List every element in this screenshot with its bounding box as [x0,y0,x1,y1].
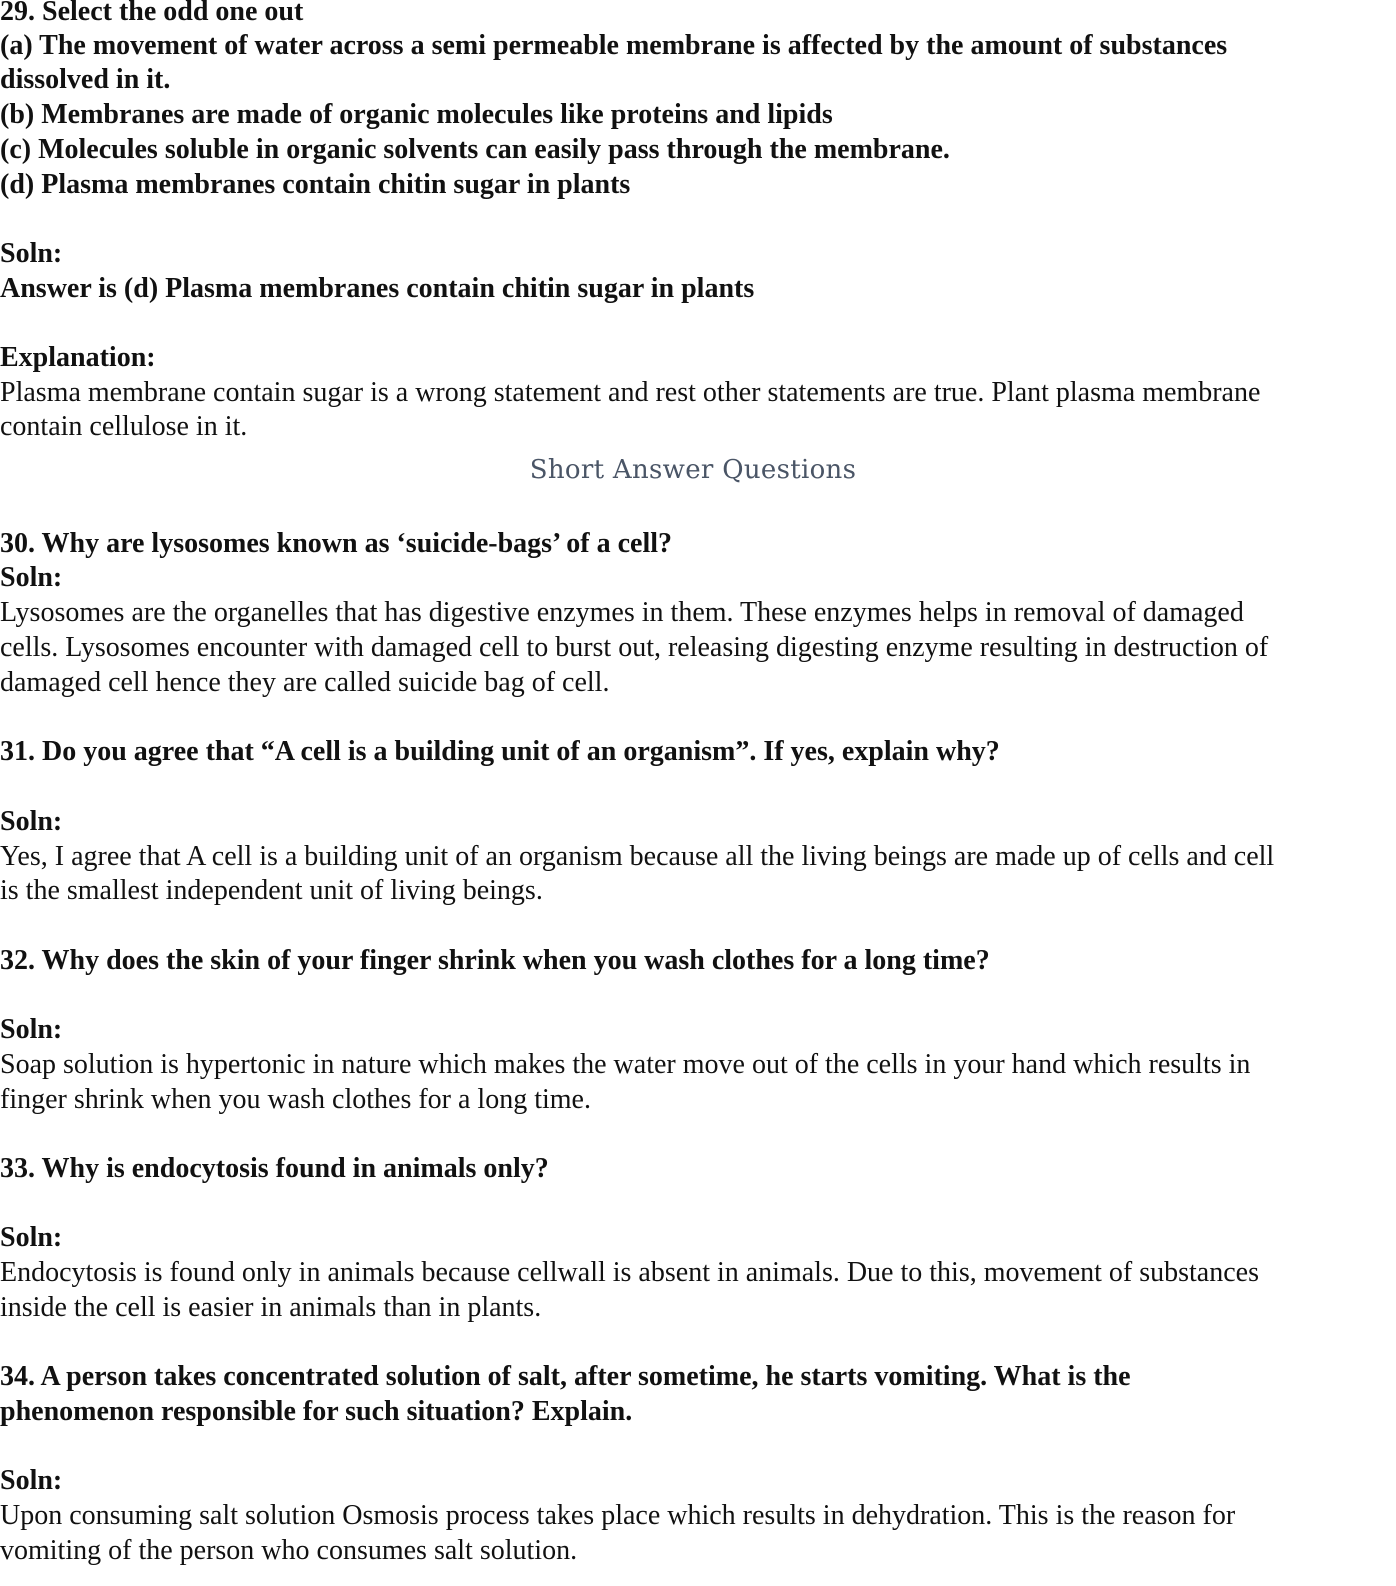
explanation-label: Explanation: [0,342,156,373]
option-c: (c) Molecules soluble in organic solvents can easily pass through the membrane. [0,134,950,165]
answer-text: finger shrink when you wash clothes for a long time. [0,1084,591,1115]
answer-text: inside the cell is easier in animals than in plants. [0,1292,542,1323]
soln-label: Soln: [0,1222,63,1253]
answer-text: Lysosomes are the organelles that has digestive enzymes in them. These enzymes helps in removal of damaged [0,597,1244,628]
answer-text: is the smallest independent unit of living beings. [0,875,543,906]
option-a-cont: dissolved in it. [0,64,171,95]
answer-text: Yes, I agree that A cell is a building unit of an organism because all the living beings are made up of cells and cell [0,841,1275,872]
answer-text: vomiting of the person who consumes salt solution. [0,1535,578,1566]
answer-text: Endocytosis is found only in animals because cellwall is absent in animals. Due to this, movement of substances [0,1257,1259,1288]
question-text: 32. Why does the skin of your finger shrink when you wash clothes for a long time? [0,945,990,976]
soln-label: Soln: [0,1014,63,1045]
option-d: (d) Plasma membranes contain chitin sugar in plants [0,169,631,200]
question-text: 30. Why are lysosomes known as ‘suicide-bags’ of a cell? [0,528,673,559]
soln-label: Soln: [0,562,63,593]
explanation-text: contain cellulose in it. [0,411,248,442]
question-text: 33. Why is endocytosis found in animals only? [0,1153,549,1184]
answer-text: Upon consuming salt solution Osmosis process takes place which results in dehydration. This is the reason for [0,1500,1236,1531]
question-text: 31. Do you agree that “A cell is a building unit of an organism”. If yes, explain why? [0,736,1000,767]
explanation-text: Plasma membrane contain sugar is a wrong statement and rest other statements are true. Plant plasma membrane [0,377,1261,408]
answer-text: cells. Lysosomes encounter with damaged cell to burst out, releasing digesting enzyme resulting in destruction of [0,632,1269,663]
section-heading: Short Answer Questions [529,455,857,485]
soln-label: Soln: [0,238,63,269]
soln-label: Soln: [0,1465,63,1496]
answer-text: Answer is (d) Plasma membranes contain chitin sugar in plants [0,273,755,304]
soln-label: Soln: [0,806,63,837]
question-text: 29. Select the odd one out [0,0,304,27]
question-text: phenomenon responsible for such situation? Explain. [0,1396,633,1427]
option-b: (b) Membranes are made of organic molecules like proteins and lipids [0,99,833,130]
answer-text: Soap solution is hypertonic in nature which makes the water move out of the cells in your hand which results in [0,1049,1251,1080]
option-a: (a) The movement of water across a semi permeable membrane is affected by the amount of substances [0,30,1228,61]
question-text: 34. A person takes concentrated solution of salt, after sometime, he starts vomiting. What is the [0,1361,1131,1392]
answer-text: damaged cell hence they are called suicide bag of cell. [0,667,610,698]
